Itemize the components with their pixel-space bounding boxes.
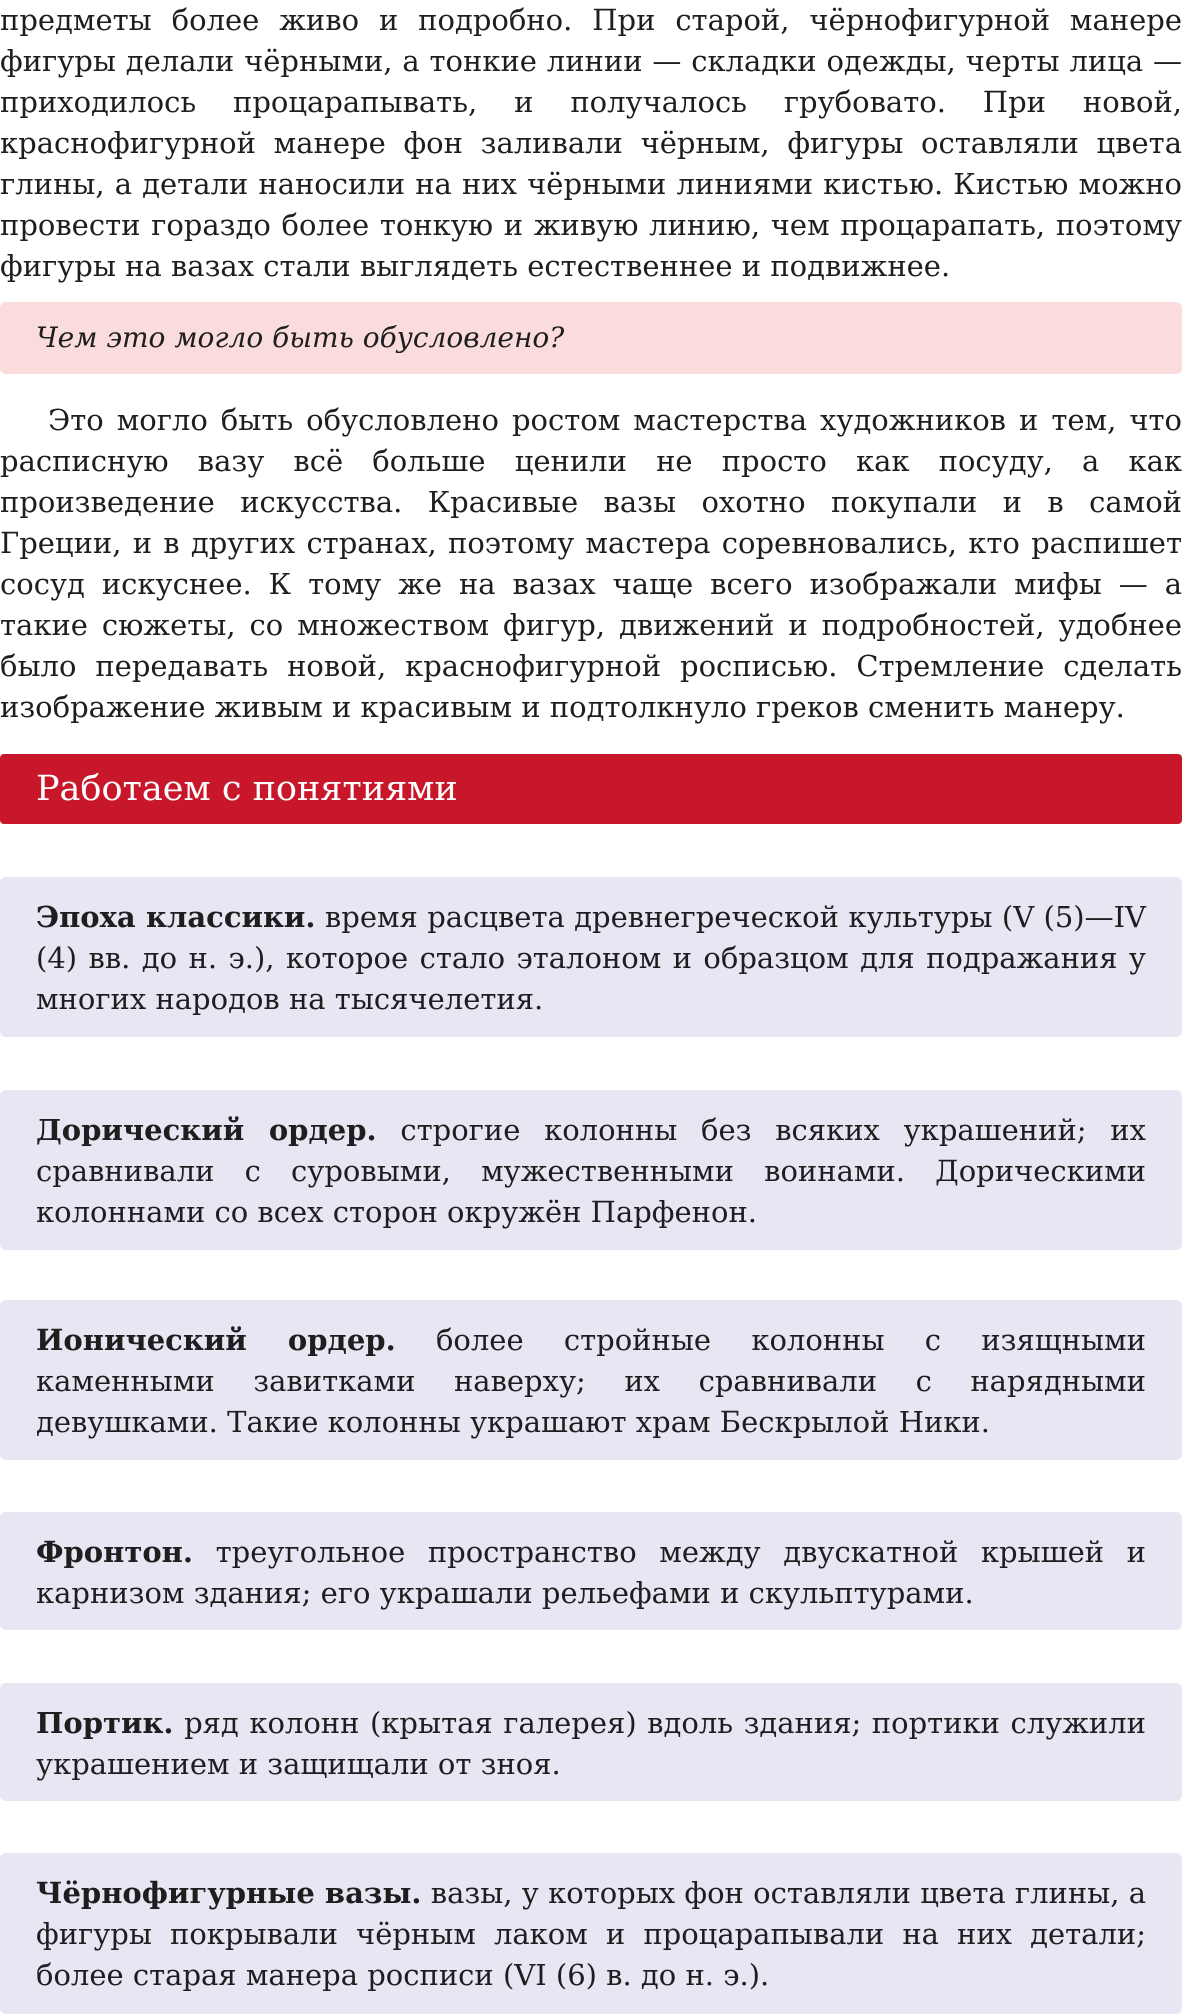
term-definition: более стройные колонны с изящными каменными завитками наверху; их сравнивали с нарядными девушками. Такие колонны украшают храм Бескрылой Ники. (36, 1323, 1146, 1439)
term-entry (36, 1110, 1146, 1233)
term-entry (36, 1703, 1146, 1785)
term-card (0, 1300, 1182, 1460)
term-name: Эпоха классики. (36, 900, 316, 934)
term-card (0, 1512, 1182, 1630)
term-name: Фронтон. (36, 1535, 193, 1569)
section-title: Работаем с понятиями (36, 769, 458, 809)
term-definition: строгие колонны без всяких украшений; их сравнивали с суровыми, мужественными воинами. Дорическими колоннами со всех сторон окружён Парфенон. (36, 1113, 1146, 1229)
term-entry (36, 1320, 1146, 1443)
intro-paragraph: предметы более живо и подробно. При старой, чёрнофигурной манере фигуры делали чёрными, а тонкие линии — складки одежды, черты лица — приходилось процарапывать, и получалось грубовато. При новой, краснофигурной манере фон заливали чёрным, фигуры оставляли цвета глины, а детали наносили на них чёрными линиями кистью. Кистью можно провести гораздо более тонкую и живую линию, чем процарапать, поэтому фигуры на вазах стали выглядеть естественнее и подвижнее. (0, 3, 1182, 283)
term-card (0, 877, 1182, 1037)
term-definition: треугольное пространство между двускатной крышей и карнизом здания; его украшали рельефами и скульптурами. (36, 1535, 1146, 1610)
term-card (0, 1683, 1182, 1801)
term-definition: ряд колонн (крытая галерея) вдоль здания; портики служили украшением и защищали от зноя. (36, 1706, 1147, 1781)
answer-paragraph: Это могло быть обусловлено ростом мастерства художников и тем, что расписную вазу всё больше ценили не просто как посуду, а как произведение искусства. Красивые вазы охотно покупали и в самой Греции, и в других странах, поэтому мастера соревновались, кто распишет сосуд искуснее. К тому же на вазах чаще всего изображали мифы — а такие сюжеты, со множеством фигур, движений и подробностей, удобнее было передавать новой, краснофигурной росписью. Стремление сделать изображение живым и красивым и подтолкнуло греков сменить манеру. (0, 403, 1182, 724)
section-header (0, 754, 1182, 824)
question-box (0, 302, 1182, 374)
term-entry (36, 897, 1146, 1020)
term-entry (36, 1532, 1146, 1614)
term-name: Ионический ордер. (36, 1323, 396, 1357)
term-entry (36, 1873, 1146, 1996)
term-card (0, 1090, 1182, 1250)
term-definition: вазы, у которых фон оставляли цвета глины, а фигуры покрывали чёрным лаком и процарапывали на них детали; более старая манера росписи (VI (6) в. до н. э.). (36, 1876, 1147, 1992)
term-definition: время расцвета древнегреческой культуры (V (5)—IV (4) вв. до н. э.), которое стало эталоном и образцом для подражания у многих народов на тысячелетия. (36, 900, 1146, 1016)
term-card (0, 1853, 1182, 2014)
term-name: Дорический ордер. (36, 1113, 377, 1147)
term-name: Портик. (36, 1706, 174, 1740)
question-text: Чем это могло быть обусловлено? (36, 321, 565, 354)
term-name: Чёрнофигурные вазы. (36, 1876, 422, 1910)
